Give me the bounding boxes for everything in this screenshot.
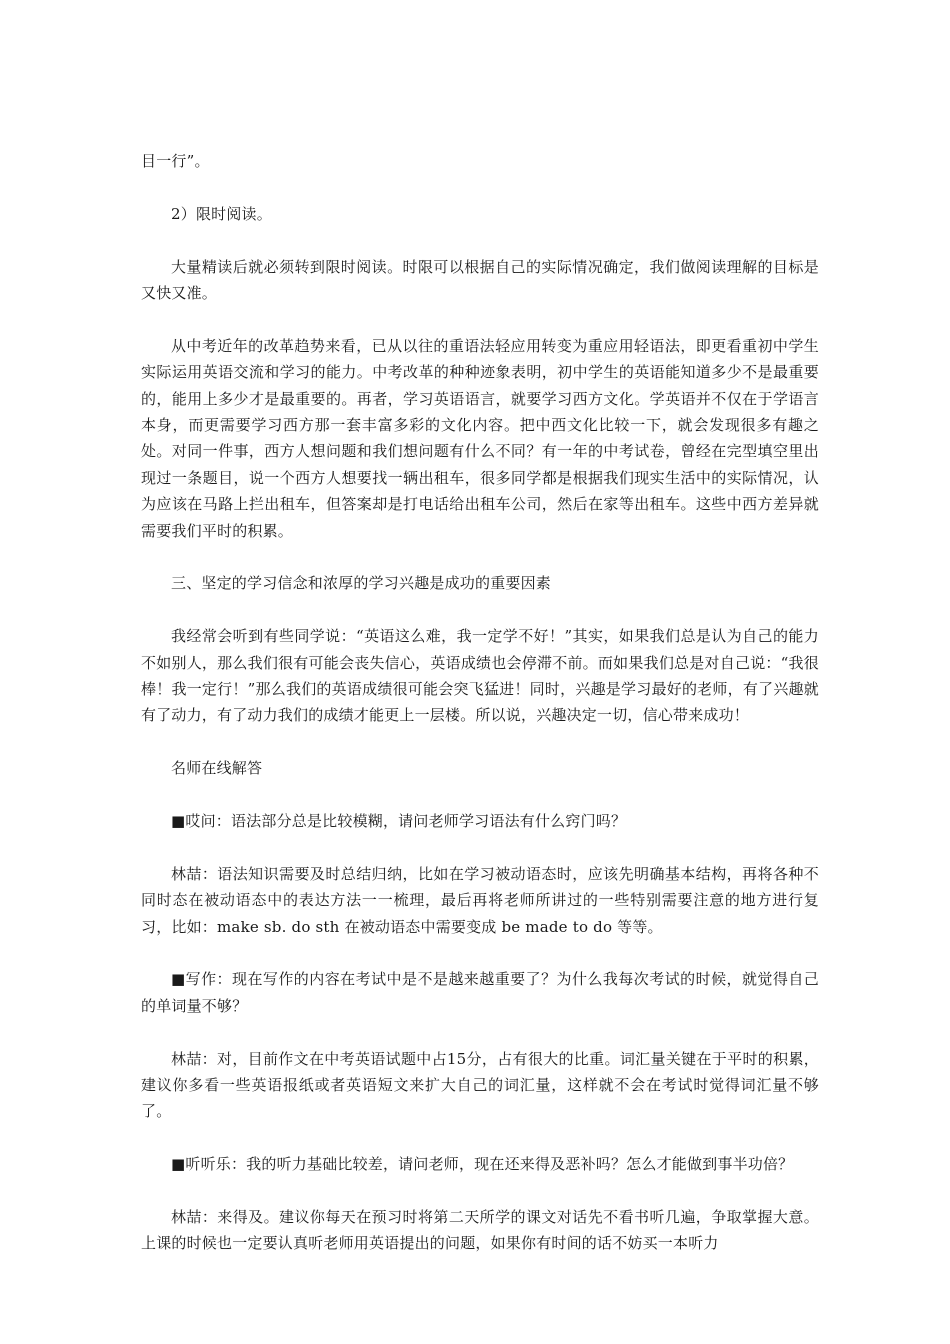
document-body	[141, 148, 819, 1283]
answer-listening: 林喆：来得及。建议你每天在预习时将第二天所学的课文对话先不看书听几遍，争取掌握大意。上课的时候也一定要认真听老师用英语提出的问题，如果你有时间的话不妨买一本听力	[141, 1208, 819, 1253]
subheading-timed-reading: 2）限时阅读。	[171, 204, 272, 223]
answer-writing: 林喆：对，目前作文在中考英语试题中占15分，占有很大的比重。词汇量关键在于平时的积累，建议你多看一些英语报纸或者英语短文来扩大自己的词汇量，这样就不会在考试时觉得词汇量不够了。	[141, 1049, 819, 1121]
answer-grammar: 林喆：语法知识需要及时总结归纳，比如在学习被动语态时，应该先明确基本结构，再将各种不同时态在被动语态中的表达方法一一梳理，最后再将老师所讲过的一些特别需要注意的地方进行复习，比如：make sb. do sth 在被动语态中需要变成 be made to do 等等。	[141, 864, 819, 936]
paragraph-exam-reform: 从中考近年的改革趋势来看，已从以往的重语法轻应用转变为重应用轻语法，即更看重初中学生实际运用英语交流和学习的能力。中考改革的种种迹象表明，初中学生的英语能知道多少不是最重要的，能用上多少才是最重要的。再者，学习英语语言，就要学习西方文化。学英语并不仅在于学语言本身，而更需要学习西方那一套丰富多彩的文化内容。把中西文化比较一下，就会发现很多有趣之处。对同一件事，西方人想问题和我们想问题有什么不同？有一年的中考试卷，曾经在完型填空里出现过一条题目，说一个西方人想要找一辆出租车，很多同学都是根据我们现实生活中的实际情况，认为应该在马路上拦出租车，但答案却是打电话给出租车公司，然后在家等出租车。这些中西方差异就需要我们平时的积累。	[141, 336, 819, 540]
paragraph-continuation: 目一行”。	[141, 152, 210, 170]
question-grammar: ■哎问：语法部分总是比较模糊，请问老师学习语法有什么窍门吗？	[171, 812, 627, 831]
heading-teacher-qa: 名师在线解答	[171, 759, 263, 778]
paragraph-timed-reading: 大量精读后就必须转到限时阅读。时限可以根据自己的实际情况确定，我们做阅读理解的目标是又快又准。	[141, 257, 819, 302]
question-writing: ■写作：现在写作的内容在考试中是不是越来越重要了？为什么我每次考试的时候，就觉得自己的单词量不够？	[141, 970, 819, 1015]
section-heading-three: 三、坚定的学习信念和浓厚的学习兴趣是成功的重要因素	[171, 574, 552, 593]
paragraph-confidence: 我经常会听到有些同学说：“英语这么难，我一定学不好！”其实，如果我们总是认为自己的能力不如别人，那么我们很有可能会丧失信心，英语成绩也会停滞不前。而如果我们总是对自己说：“我很棒！我一定行！”那么我们的英语成绩很可能会突飞猛进！同时，兴趣是学习最好的老师，有了兴趣就有了动力，有了动力我们的成绩才能更上一层楼。所以说，兴趣决定一切，信心带来成功！	[141, 627, 819, 725]
question-listening: ■听听乐：我的听力基础比较差，请问老师，现在还来得及恶补吗？怎么才能做到事半功倍？	[171, 1155, 794, 1174]
